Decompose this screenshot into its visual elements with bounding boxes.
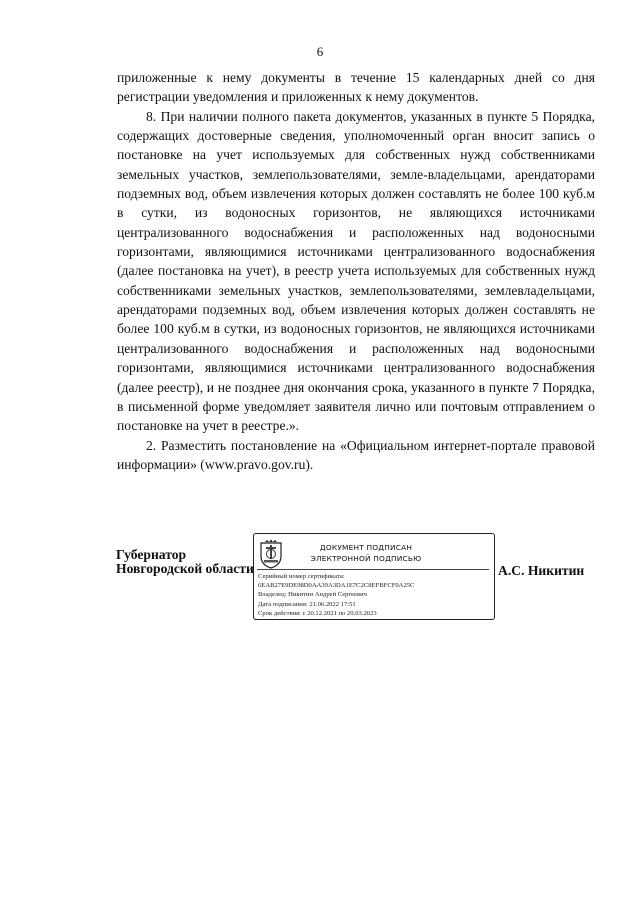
paragraph-item-8: 8. При наличии полного пакета документов, указанных в пункте 5 Порядка, содержащих достоверные сведения, уполномоченный орган вносит запись о постановке на учет используемых для собственных нужд собственниками земельных участков, землепользователями, земле-владельцами, арендаторами подземных вод, объем извлечения которых должен составлять не более 100 куб.м в сутки, из водоносных горизонтов, не являющихся источниками централизованного водоснабжения и расположенных над водоносными горизонтами, являющимися источниками централизованного водоснабжения (далее постановка на учет), в реестр учета используемых для собственных нужд собственниками земельных участков, землепользователями, землевладельцами, арендаторами подземных вод, объем извлечения которых должен составлять не более 100 куб.м в сутки, из водоносных горизонтов, не являющихся источниками централизованного водоснабжения и расположенных над водоносными горизонтами, являющимися источниками централизованного водоснабжения (далее реестр), и не позднее дня окончания срока, указанного в пункте 7 Порядка, в письменной форме уведомляет заявителя лично или почтовым отправлением о постановке на учет в реестре.». [117, 108, 595, 434]
stamp-cert-number: 6EAB27E9DE98D0AA39A3DA1E7C2C8EFBFCF0A25C [258, 582, 415, 590]
electronic-signature-stamp [253, 533, 495, 620]
stamp-cert-label: Серийный номер сертификата: [258, 573, 345, 580]
stamp-divider [257, 569, 489, 570]
signer-name: А.С. Никитин [498, 563, 585, 578]
stamp-details [258, 572, 414, 618]
stamp-signed-date: Дата подписания: 21.06.2022 17:51 [258, 600, 356, 608]
signer-title [116, 548, 254, 575]
stamp-validity: Срок действия: с 20.12.2021 по 20.03.2023 [258, 609, 377, 617]
paragraph-continuation: приложенные к нему документы в течение 15 календарных дней со дня регистрации уведомления и приложенных к нему документов. [117, 70, 595, 105]
stamp-title-line-2: ЭЛЕКТРОННОЙ ПОДПИСЬЮ [310, 554, 422, 563]
signer-title-line-2: Новгородской области [116, 560, 254, 576]
stamp-title-line-1: ДОКУМЕНТ ПОДПИСАН [319, 543, 413, 552]
coat-of-arms-icon [259, 539, 283, 569]
document-body [117, 68, 595, 474]
page-number: 6 [316, 44, 324, 59]
signer-title-line-1: Губернатор [116, 547, 187, 562]
paragraph-item-2: 2. Разместить постановление на «Официальном интернет-портале правовой информации» (www.pravo.gov.ru). [117, 437, 595, 472]
stamp-title [290, 542, 442, 564]
stamp-owner: Владелец: Никитин Андрей Сергеевич [258, 591, 367, 599]
